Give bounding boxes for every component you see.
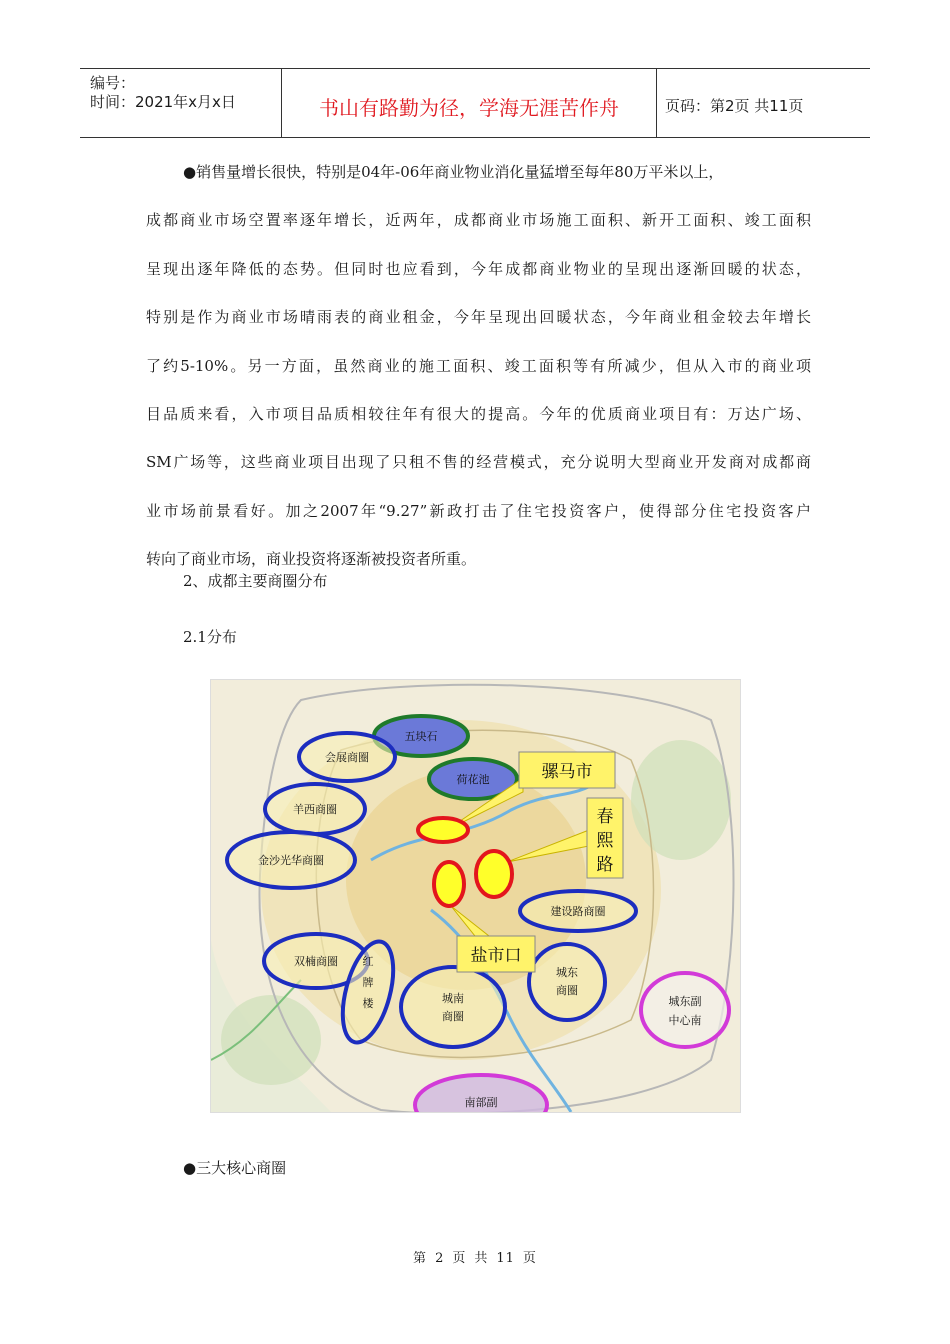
hehuachi-label: 荷花池 xyxy=(456,773,490,786)
chengnan-label-2: 商圈 xyxy=(442,1010,464,1023)
chengnan-label-1: 城南 xyxy=(442,992,464,1005)
motto-text: 书山有路勤为径，学海无涯苦作舟 xyxy=(319,96,619,120)
paragraph-line: 转向了商业市场，商业投资将逐渐被投资者所重。 xyxy=(146,550,477,569)
footer-total-pages: 11 xyxy=(496,1251,515,1266)
chengdong-ring xyxy=(529,944,605,1020)
wukuaishi-label: 五块石 xyxy=(404,730,438,743)
chengdong-label-1: 城东 xyxy=(556,966,578,979)
chengdongfu-label-1: 城东副 xyxy=(668,995,702,1008)
chengnan-ring xyxy=(401,967,505,1047)
luomashi-ring xyxy=(418,818,468,842)
paragraph-line: 业市场前景看好。加之2007年“9.27”新政打击了住宅投资客户，使得部分住宅投资客户 xyxy=(146,501,811,520)
yanshikou-ring xyxy=(434,862,464,906)
nanbu-label: 南部副 xyxy=(464,1096,498,1109)
footer-current-page: 2 xyxy=(435,1251,445,1266)
page-header xyxy=(80,68,870,138)
paragraph-line: 呈现出逐年降低的态势。但同时也应看到，今年成都商业物业的呈现出逐渐回暖的状态， xyxy=(146,259,811,278)
jinsha-label: 金沙光华商圈 xyxy=(258,854,324,867)
footer-part: 第 xyxy=(413,1251,428,1266)
luomashi-label: 骡马市 xyxy=(541,762,593,782)
green-zone xyxy=(631,740,731,860)
header-page-cell xyxy=(657,69,870,137)
green-zone xyxy=(221,995,321,1085)
chengdong-label-2: 商圈 xyxy=(556,984,578,997)
hongpailou-label-3: 楼 xyxy=(362,997,374,1010)
chunxi-label-3: 路 xyxy=(596,855,614,875)
paragraph-line: 了约5-10%。另一方面，虽然商业的施工面积、竣工面积等有所减少，但从入市的商业项 xyxy=(146,356,811,375)
chengdongfu-label-2: 中心南 xyxy=(668,1014,702,1027)
hongpailou-label-2: 牌 xyxy=(362,976,374,989)
paragraph-line: 成都商业市场空置率逐年增长，近两年，成都商业市场施工面积、新开工面积、竣工面积 xyxy=(146,211,811,230)
chunxi-ring xyxy=(476,851,512,897)
huizhan-label: 会展商圈 xyxy=(325,751,369,764)
page-indicator: 页码：第2页 共11页 xyxy=(665,97,804,115)
time-label: 时间：2021年x月x日 xyxy=(90,93,236,111)
chunxi-label-1: 春 xyxy=(596,807,614,827)
chunxi-label-2: 熙 xyxy=(596,831,614,851)
chengdongfu-ring xyxy=(641,973,729,1047)
jianshe-label: 建设路商圈 xyxy=(550,905,606,918)
header-info-cell xyxy=(80,69,281,137)
business-district-map xyxy=(210,679,741,1113)
hongpailou-label-1: 红 xyxy=(362,955,374,968)
yanshikou-label: 盐市口 xyxy=(470,946,522,966)
section-heading: 2、成都主要商圈分布 xyxy=(183,572,328,590)
map-svg xyxy=(211,680,740,1112)
footer-part: 页 xyxy=(522,1251,537,1266)
yangxi-label: 羊西商圈 xyxy=(293,803,337,816)
subsection-heading: 2.1分布 xyxy=(183,628,237,646)
footer-part: 页 xyxy=(452,1251,467,1266)
footer-part: 共 xyxy=(474,1251,489,1266)
header-motto-cell xyxy=(281,69,657,137)
paragraph-line: 目品质来看，入市项目品质相较往年有很大的提高。今年的优质商业项目有：万达广场、 xyxy=(146,405,811,424)
paragraph-line: ●销售量增长很快，特别是04年-06年商业物业消化量猛增至每年80万平米以上， xyxy=(183,163,724,181)
paragraph-line: 特别是作为商业市场晴雨表的商业租金，今年呈现出回暖状态，今年商业租金较去年增长 xyxy=(146,308,811,327)
number-label: 编号： xyxy=(90,74,136,92)
shuangnan-label: 双楠商圈 xyxy=(294,955,338,968)
page-footer xyxy=(0,1247,950,1266)
bullet-heading: ●三大核心商圈 xyxy=(183,1159,287,1177)
body-paragraph xyxy=(146,148,811,584)
paragraph-line: SM广场等，这些商业项目出现了只租不售的经营模式，充分说明大型商业开发商对成都商 xyxy=(146,453,811,472)
